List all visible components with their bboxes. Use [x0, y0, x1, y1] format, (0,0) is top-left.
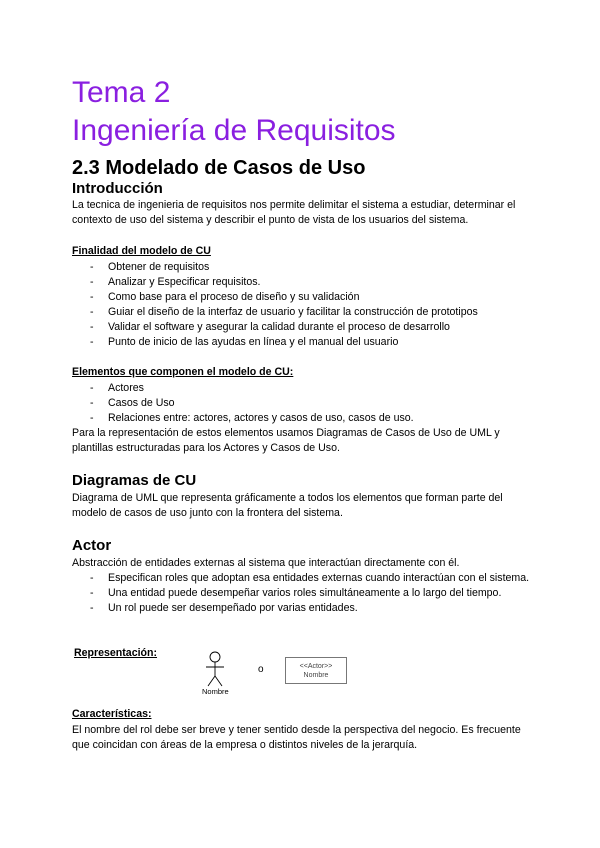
- section-heading: 2.3 Modelado de Casos de Uso: [72, 157, 366, 179]
- list-item: - Como base para el proceso de diseño y su validación: [90, 291, 360, 303]
- list-item: - Actores: [90, 382, 144, 394]
- list-item: - Especifican roles que adoptan esa entidades externas cuando interactúan con el sistema.: [90, 572, 530, 584]
- list-item: - Punto de inicio de las ayudas en línea y el manual del usuario: [90, 336, 399, 348]
- diagramas-text: Diagrama de UML que representa gráficamente a todos los elementos que forman parte del modelo de casos de uso junto con la frontera del sistema.: [72, 492, 503, 519]
- actor-text: Abstracción de entidades externas al sistema que interactúan directamente con él.: [72, 557, 460, 569]
- actor-figure-label: Nombre: [202, 687, 229, 696]
- actor-list: [72, 571, 532, 616]
- diagramas-heading: Diagramas de CU: [72, 472, 197, 489]
- representacion-heading: Representación:: [74, 647, 158, 659]
- list-item: - Casos de Uso: [90, 397, 175, 409]
- elementos-heading: Elementos que componen el modelo de CU:: [72, 366, 294, 378]
- representation-or: o: [258, 664, 264, 675]
- stereotype-box-name: Nombre: [303, 672, 329, 679]
- list-item: - Un rol puede ser desempeñado por varias entidades.: [90, 602, 358, 614]
- intro-heading: Introducción: [72, 180, 163, 197]
- actor-stereotype-box: [285, 657, 347, 684]
- caracteristicas-text: El nombre del rol debe ser breve y tener sentido desde la perspectiva del negocio. Es frecuente que coincidan con áreas de la empresa o distintos niveles de la jerarquía.: [72, 724, 521, 751]
- elementos-list: [72, 381, 532, 426]
- finalidad-list: [72, 260, 532, 350]
- list-item: - Obtener de requisitos: [90, 261, 210, 273]
- actor-heading: Actor: [72, 537, 112, 554]
- list-item: - Guiar el diseño de la interfaz de usuario y facilitar la construcción de prototipos: [90, 306, 478, 318]
- stereotype-label: <<Actor>>: [299, 663, 333, 670]
- document-title-line1: Tema 2: [72, 76, 171, 109]
- elementos-text: Para la representación de estos elementos usamos Diagramas de Casos de Uso de UML y plantillas estructuradas para los Actores y Casos de Uso.: [72, 427, 500, 454]
- intro-text: La tecnica de ingenieria de requisitos nos permite delimitar el sistema a estudiar, determinar el contexto de uso del sistema y describir el punto de vista de los usuarios del sistema.: [72, 199, 516, 226]
- document-title-line2: Ingeniería de Requisitos: [72, 114, 396, 147]
- caracteristicas-heading: Características:: [72, 708, 152, 720]
- list-item: - Relaciones entre: actores, actores y casos de uso, casos de uso.: [90, 412, 414, 424]
- list-item: - Validar el software y asegurar la calidad durante el proceso de desarrollo: [90, 321, 450, 333]
- finalidad-heading: Finalidad del modelo de CU: [72, 245, 211, 257]
- list-item: - Analizar y Especificar requisitos.: [90, 276, 261, 288]
- list-item: - Una entidad puede desempeñar varios roles simultáneamente a lo largo del tiempo.: [90, 587, 502, 599]
